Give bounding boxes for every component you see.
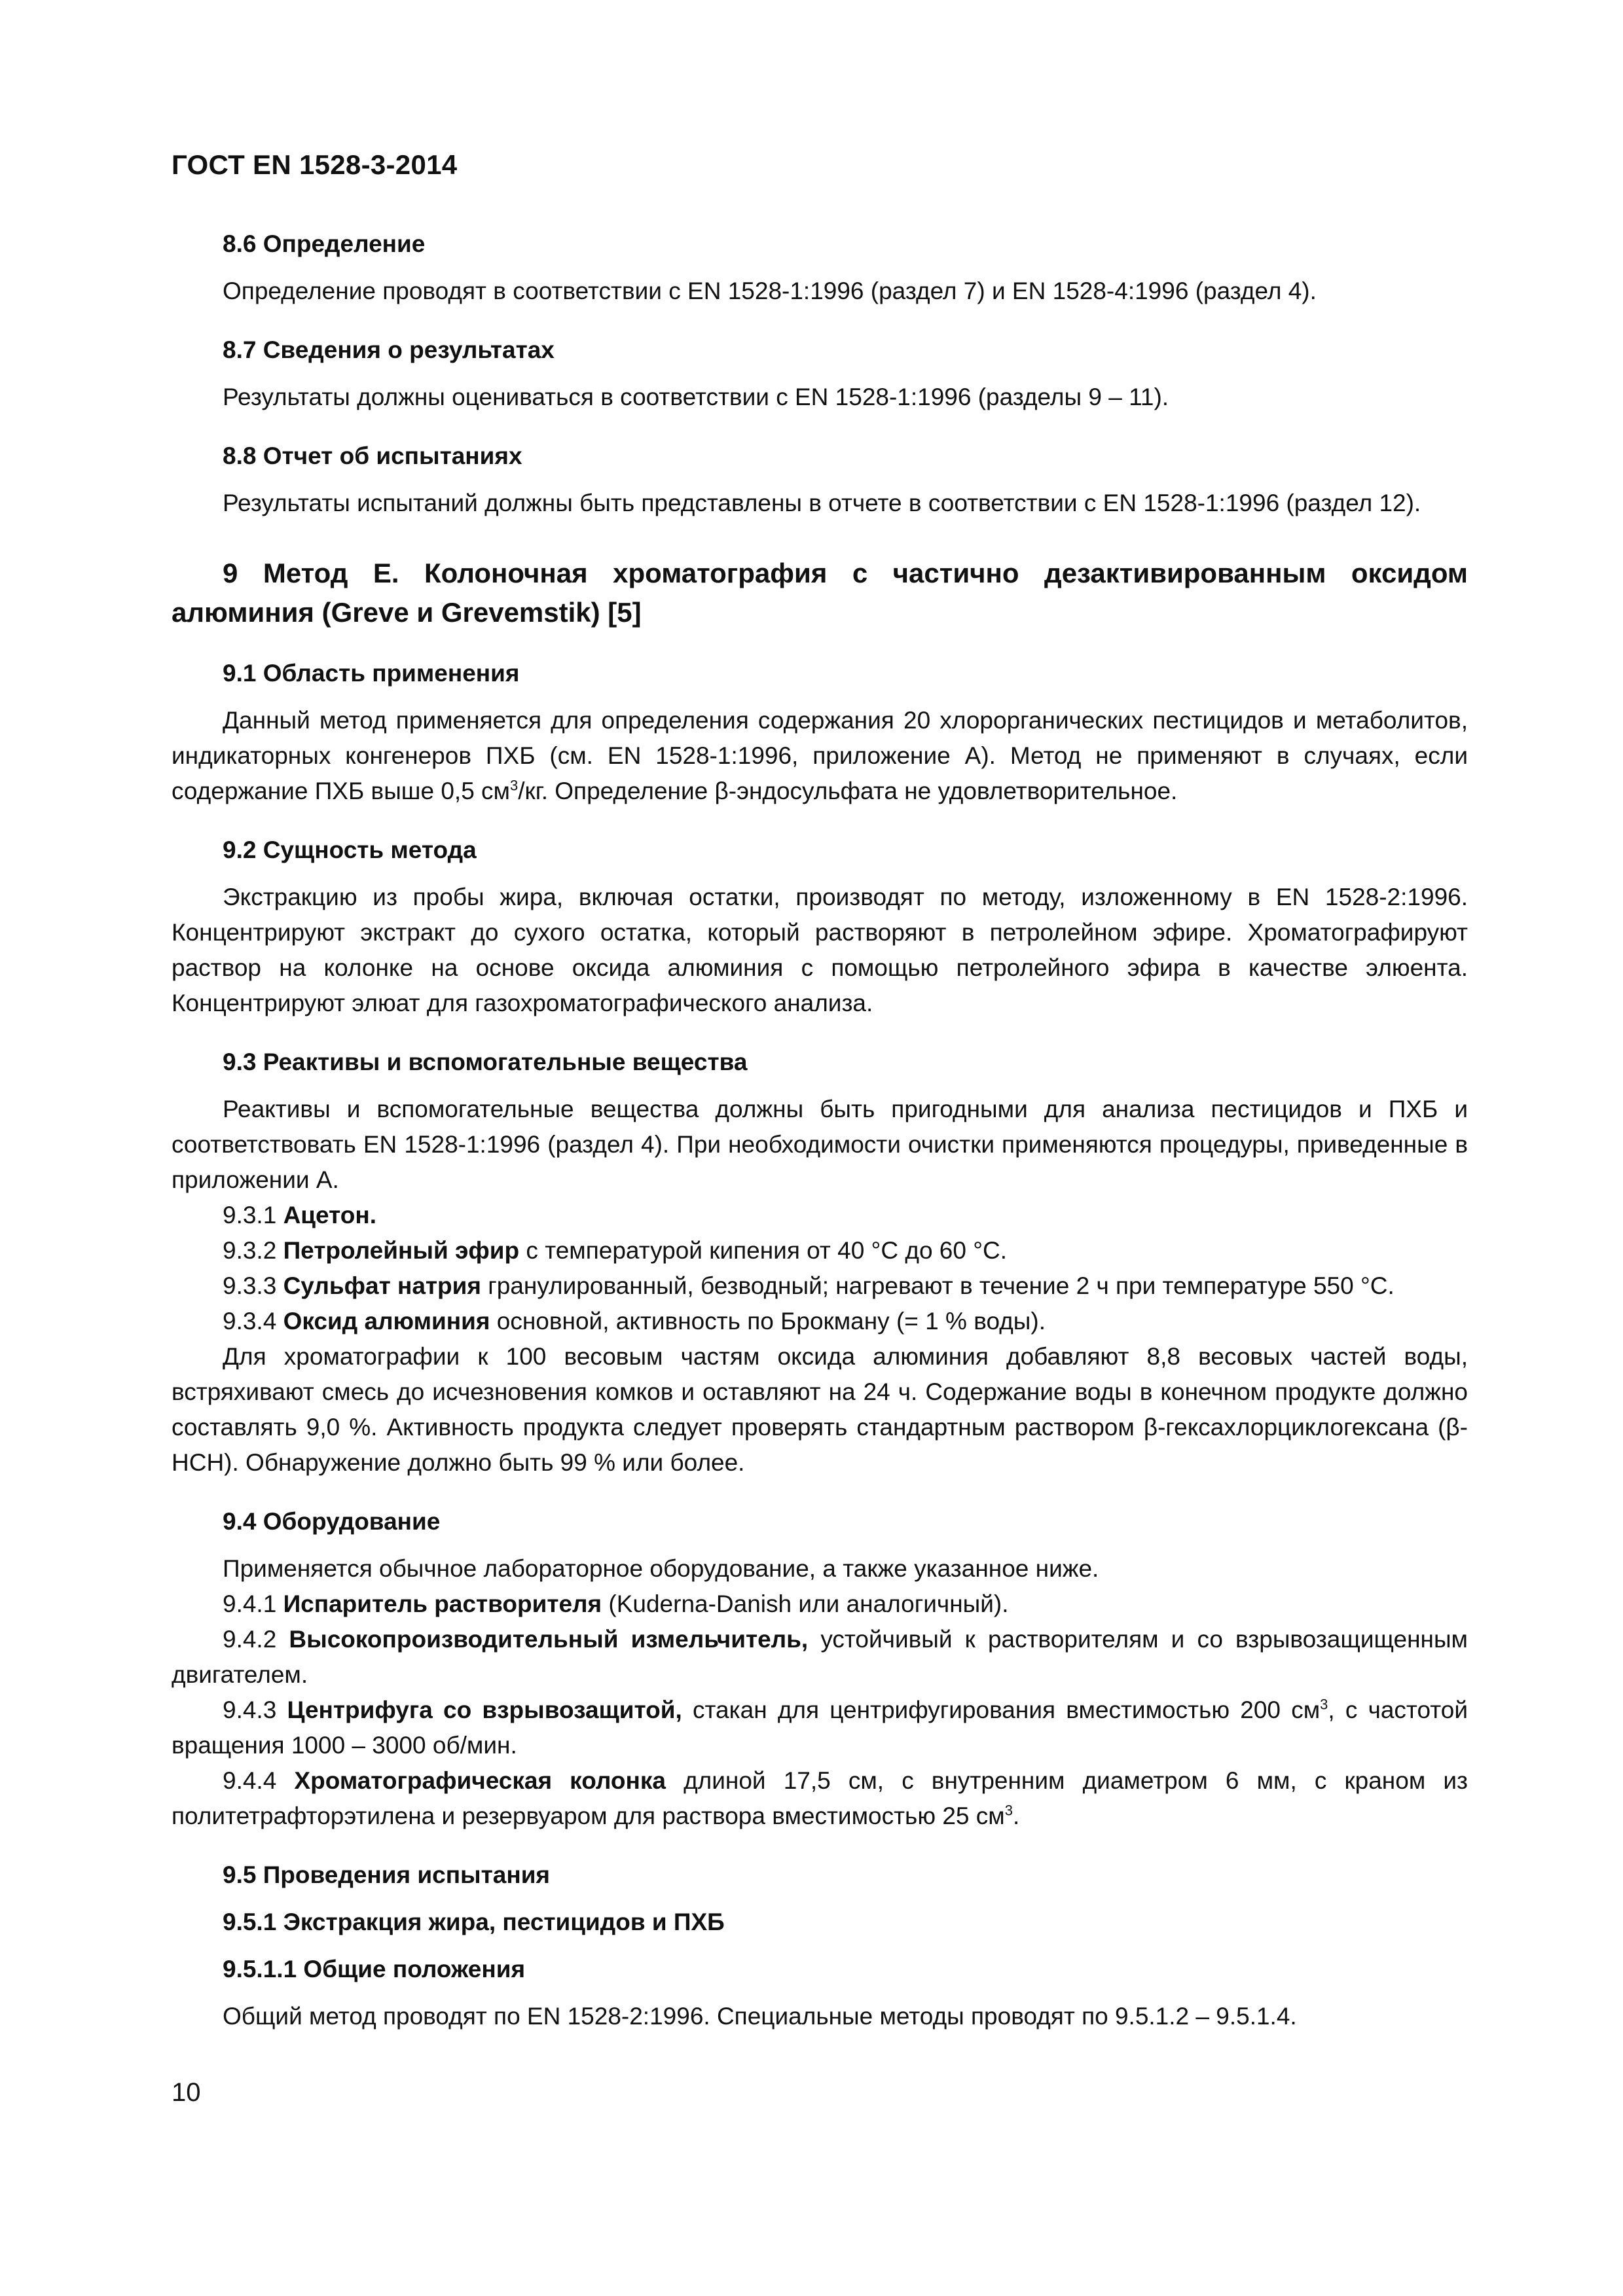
heading-9-4: 9.4 Оборудование	[223, 1508, 441, 1535]
paragraph-8-7: Результаты должны оцениваться в соответствии с EN 1528-1:1996 (разделы 9 – 11).	[223, 384, 1169, 410]
superscript-9-1: 3	[510, 777, 519, 794]
item-number: 9.4.3	[223, 1696, 287, 1723]
item-9-4-2	[172, 1622, 1468, 1693]
item-term: Петролейный эфир	[283, 1237, 520, 1264]
paragraph-8-8: Результаты испытаний должны быть представлены в отчете в соответствии с EN 1528-1:1996 (раздел 12).	[223, 490, 1421, 516]
item-term: Хроматографическая колонка	[294, 1767, 666, 1794]
text-9-1-b: /кг. Определение β-эндосульфата не удовлетворительное.	[518, 778, 1178, 804]
paragraph-8-6: Определение проводят в соответствии с EN 1528-1:1996 (раздел 7) и EN 1528-4:1996 (раздел 4).	[223, 278, 1317, 304]
text-9-1-a: Данный метод применяется для определения содержания 20 хлорорганических пестицидов и метаболитов, индикаторных конгенеров ПХБ (см. EN 1528-1:1996, приложение А). Метод не применяют в случаях, если содержание ПХБ выше 0,5 см	[172, 707, 1468, 804]
paragraph-9-3-intro: Реактивы и вспомогательные вещества должны быть пригодными для анализа пестицидов и ПХБ и соответствовать EN 1528-1:1996 (раздел 4). При необходимости очистки применяются процедуры, приведенные в приложении А.	[172, 1096, 1468, 1193]
heading-9-5-1: 9.5.1 Экстракция жира, пестицидов и ПХБ	[223, 1909, 725, 1935]
item-text: , с частотой вращения 1000 – 3000 об/мин.	[172, 1696, 1468, 1759]
item-number: 9.3.2	[223, 1237, 283, 1264]
item-text: с температурой кипения от 40 °С до 60 °С.	[519, 1237, 1008, 1264]
item-number: 9.3.3	[223, 1272, 283, 1299]
heading-8-6: 8.6 Определение	[223, 230, 426, 257]
item-number: 9.3.4	[223, 1308, 283, 1335]
item-term: Ацетон.	[283, 1202, 376, 1229]
item-number: 9.4.1	[223, 1590, 283, 1617]
item-9-3-2	[172, 1233, 1468, 1268]
item-9-3-4	[172, 1304, 1468, 1339]
item-number: 9.4.2	[223, 1626, 289, 1653]
item-text: .	[1012, 1803, 1020, 1829]
heading-8-7: 8.7 Сведения о результатах	[223, 336, 555, 363]
heading-8-8: 8.8 Отчет об испытаниях	[223, 442, 522, 469]
item-9-4-1	[172, 1587, 1468, 1622]
item-term: Центрифуга со взрывозащитой,	[287, 1696, 682, 1723]
paragraph-9-3-4-detail: Для хроматографии к 100 весовым частям оксида алюминия добавляют 8,8 весовых частей воды, встряхивают смесь до исчезновения комков и оставляют на 24 ч. Содержание воды в конечном продукте должно составлять 9,0 %. Активность продукта следует проверять стандартным раствором β-гексахлорциклогексана (β-HCH). Обнаружение должно быть 99 % или более.	[172, 1343, 1468, 1476]
document-body	[172, 149, 1468, 2058]
item-text: устойчивый к растворителям и со взрывозащищенным двигателем.	[172, 1626, 1468, 1688]
heading-9-2: 9.2 Сущность метода	[223, 836, 477, 863]
heading-9-5: 9.5 Проведения испытания	[223, 1861, 551, 1888]
paragraph-9-5-1-1: Общий метод проводят по EN 1528-2:1996. Специальные методы проводят по 9.5.1.2 – 9.5.1.4.	[223, 2003, 1297, 2030]
page-number: 10	[172, 2078, 201, 2107]
page-header: ГОСТ EN 1528-3-2014	[172, 149, 458, 180]
item-9-4-3	[172, 1693, 1468, 1763]
item-number: 9.4.4	[223, 1767, 295, 1794]
superscript: 3	[1320, 1696, 1328, 1713]
heading-9-3: 9.3 Реактивы и вспомогательные вещества	[223, 1049, 748, 1075]
item-term: Оксид алюминия	[283, 1308, 490, 1335]
section-9-title: 9 Метод E. Колоночная хроматография с частично дезактивированным оксидом алюминия (Greve и Grevemstik) [5]	[172, 558, 1468, 628]
superscript: 3	[1004, 1802, 1013, 1819]
paragraph-9-1	[172, 703, 1468, 809]
item-9-4-4	[172, 1763, 1468, 1834]
heading-9-1: 9.1 Область применения	[223, 660, 520, 687]
paragraph-9-4-intro: Применяется обычное лабораторное оборудование, а также указанное ниже.	[223, 1555, 1099, 1582]
heading-9-5-1-1: 9.5.1.1 Общие положения	[223, 1956, 526, 1982]
item-9-3-3	[172, 1268, 1468, 1304]
item-number: 9.3.1	[223, 1202, 283, 1229]
item-text: длиной 17,5 см, с внутренним диаметром 6 мм, с краном из политетрафторэтилена и резервуаром для раствора вместимостью 25 см	[172, 1767, 1468, 1829]
paragraph-9-2: Экстракцию из пробы жира, включая остатки, производят по методу, изложенному в EN 1528-2:1996. Концентрируют экстракт до сухого остатка, который растворяют в петролейном эфире. Хроматографируют раствор на колонке на основе оксида алюминия с помощью петролейного эфира в качестве элюента. Концентрируют элюат для газохроматографического анализа.	[172, 884, 1468, 1016]
item-term: Испаритель растворителя	[283, 1590, 602, 1617]
item-term: Сульфат натрия	[283, 1272, 481, 1299]
item-text: основной, активность по Брокману (= 1 % воды).	[490, 1308, 1046, 1335]
item-term: Высокопроизводительный измельчитель,	[289, 1626, 809, 1653]
item-text: стакан для центрифугирования вместимостью 200 см	[682, 1696, 1321, 1723]
item-9-3-1	[172, 1198, 1468, 1233]
item-text: гранулированный, безводный; нагревают в течение 2 ч при температуре 550 °С.	[481, 1272, 1395, 1299]
item-text: (Kuderna-Danish или аналогичный).	[602, 1590, 1009, 1617]
